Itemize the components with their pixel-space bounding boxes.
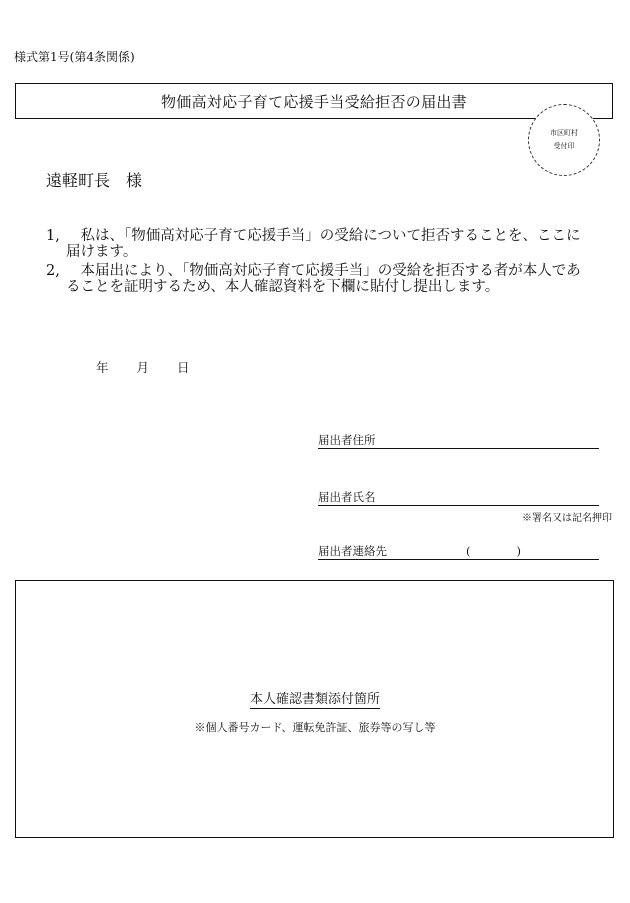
date-year-label: 年 xyxy=(96,360,109,375)
date-row xyxy=(96,358,190,376)
stamp-line-2: 受付印 xyxy=(553,142,575,150)
document-title: 物価高対応子育て応援手当受給拒否の届出書 xyxy=(160,92,467,111)
date-month-label: 月 xyxy=(136,360,150,375)
stamp-line-1: 市区町村 xyxy=(550,129,578,137)
contact-field[interactable] xyxy=(318,545,599,560)
contact-label: 届出者連絡先 xyxy=(318,544,387,558)
contact-parentheses: ( ) xyxy=(466,544,521,558)
seal-note: ※署名又は記名押印 xyxy=(522,513,612,524)
addressee: 遠軽町長 様 xyxy=(46,171,143,190)
clause-text: 本届出により、「物価高対応子育て応援手当」の受給を拒否する者が本人であることを証明するため、本人確認資料を下欄に貼付し提出します。 xyxy=(66,263,581,295)
clause-number: 1, xyxy=(46,228,60,244)
id-document-attachment-box xyxy=(15,580,614,838)
clause-item xyxy=(46,228,594,260)
clause-text: 私は、「物価高対応子育て応援手当」の受給について拒否することを、ここに届けます。 xyxy=(66,228,581,260)
document-title-box xyxy=(15,83,613,119)
clause-list xyxy=(46,228,594,298)
form-number: 様式第1号(第4条関係) xyxy=(14,50,135,64)
id-attachment-title-wrap xyxy=(0,688,630,707)
date-day-label: 日 xyxy=(177,360,190,375)
name-field[interactable] xyxy=(318,491,599,506)
name-label: 届出者氏名 xyxy=(318,490,376,504)
id-attachment-title: 本人確認書類添付箇所 xyxy=(249,692,380,707)
address-field[interactable] xyxy=(318,434,599,449)
address-label: 届出者住所 xyxy=(318,433,376,447)
reception-stamp-circle xyxy=(528,104,600,176)
clause-number: 2, xyxy=(46,263,60,279)
id-attachment-note: ※個人番号カード、運転免許証、旅券等の写し等 xyxy=(194,721,436,734)
clause-item xyxy=(46,263,594,295)
